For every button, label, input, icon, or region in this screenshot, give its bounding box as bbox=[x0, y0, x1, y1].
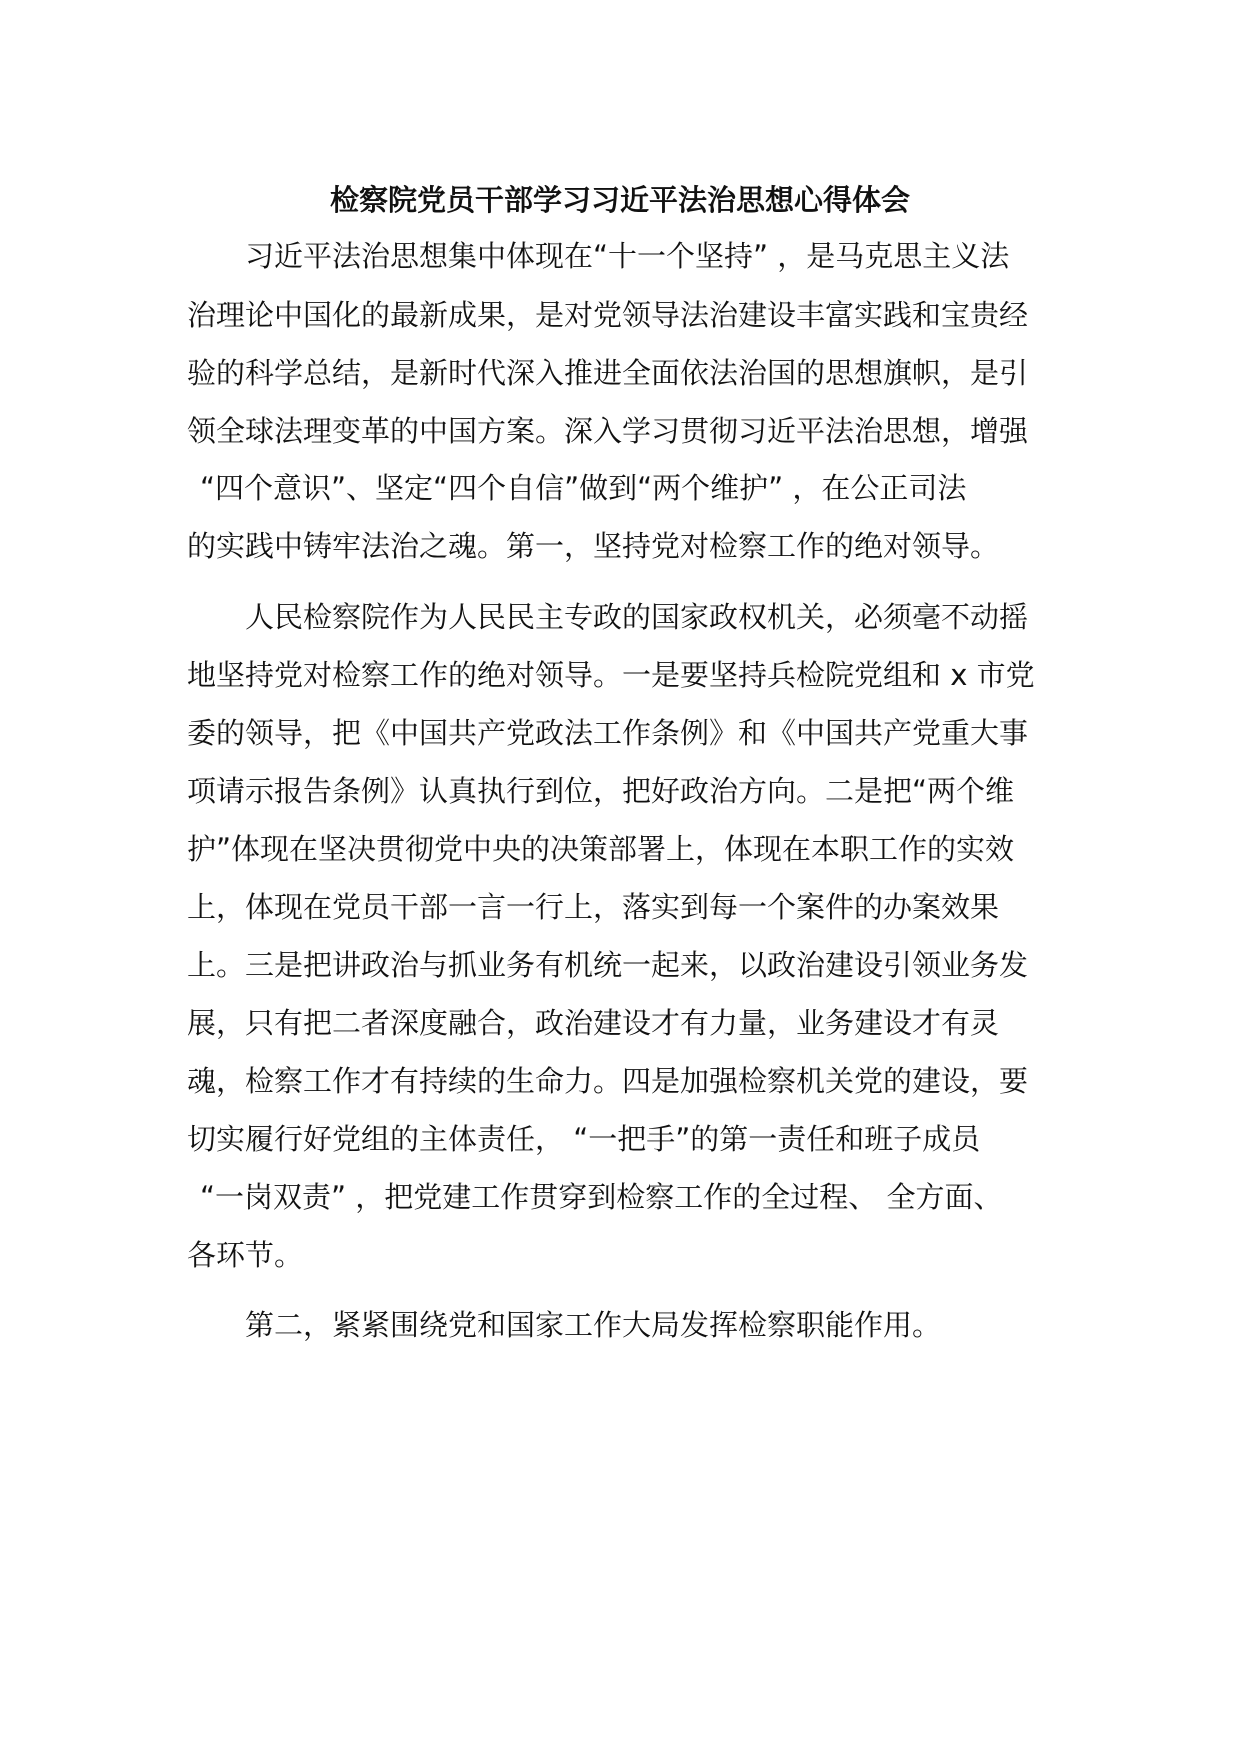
paragraph-1-line-6: 的实践中铸牢法治之魂。第一，坚持党对检察工作的绝对领导。 bbox=[187, 529, 1000, 563]
paragraph-2-line-4: 项请示报告条例》认真执行到位，把好政治方向。二是把“两个维 bbox=[187, 774, 1015, 808]
paragraph-2-line-11: “一岗双责” ，把党建工作贯穿到检察工作的全过程、 全方面、 bbox=[200, 1180, 1003, 1214]
paragraph-2-line-2: 地坚持党对检察工作的绝对领导。一是要坚持兵检院党组和 x 市党 bbox=[187, 658, 1035, 692]
paragraph-2-line-8: 展，只有把二者深度融合，政治建设才有力量，业务建设才有灵 bbox=[187, 1006, 1000, 1040]
paragraph-2-line-10: 切实履行好党组的主体责任， “一把手”的第一责任和班子成员 bbox=[187, 1122, 981, 1156]
document-title: 检察院党员干部学习习近平法治思想心得体会 bbox=[329, 183, 910, 217]
paragraph-2-line-9: 魂，检察工作才有持续的生命力。四是加强检察机关党的建设，要 bbox=[187, 1064, 1029, 1098]
paragraph-3-line-1: 第二，紧紧围绕党和国家工作大局发挥检察职能作用。 bbox=[245, 1308, 942, 1342]
paragraph-2-line-5: 护”体现在坚决贯彻党中央的决策部署上，体现在本职工作的实效 bbox=[187, 832, 1015, 866]
paragraph-1-line-1: 习近平法治思想集中体现在“十一个坚持” ，是马克思主义法 bbox=[245, 239, 1010, 273]
paragraph-1-line-5: “四个意识”、坚定“四个自信”做到“两个维护” ，在公正司法 bbox=[200, 471, 967, 505]
paragraph-1-line-2: 治理论中国化的最新成果，是对党领导法治建设丰富实践和宝贵经 bbox=[187, 298, 1029, 332]
paragraph-1-line-3: 验的科学总结，是新时代深入推进全面依法治国的思想旗帜，是引 bbox=[187, 356, 1029, 390]
paragraph-2-line-7: 上。三是把讲政治与抓业务有机统一起来，以政治建设引领业务发 bbox=[187, 948, 1029, 982]
paragraph-2-line-12: 各环节。 bbox=[187, 1238, 304, 1272]
paragraph-2-line-3: 委的领导，把《中国共产党政法工作条例》和《中国共产党重大事 bbox=[187, 716, 1029, 750]
paragraph-2-line-1: 人民检察院作为人民民主专政的国家政权机关，必须毫不动摇 bbox=[245, 600, 1029, 634]
paragraph-2-line-6: 上，体现在党员干部一言一行上，落实到每一个案件的办案效果 bbox=[187, 890, 1000, 924]
paragraph-1-line-4: 领全球法理变革的中国方案。深入学习贯彻习近平法治思想，增强 bbox=[187, 414, 1029, 448]
